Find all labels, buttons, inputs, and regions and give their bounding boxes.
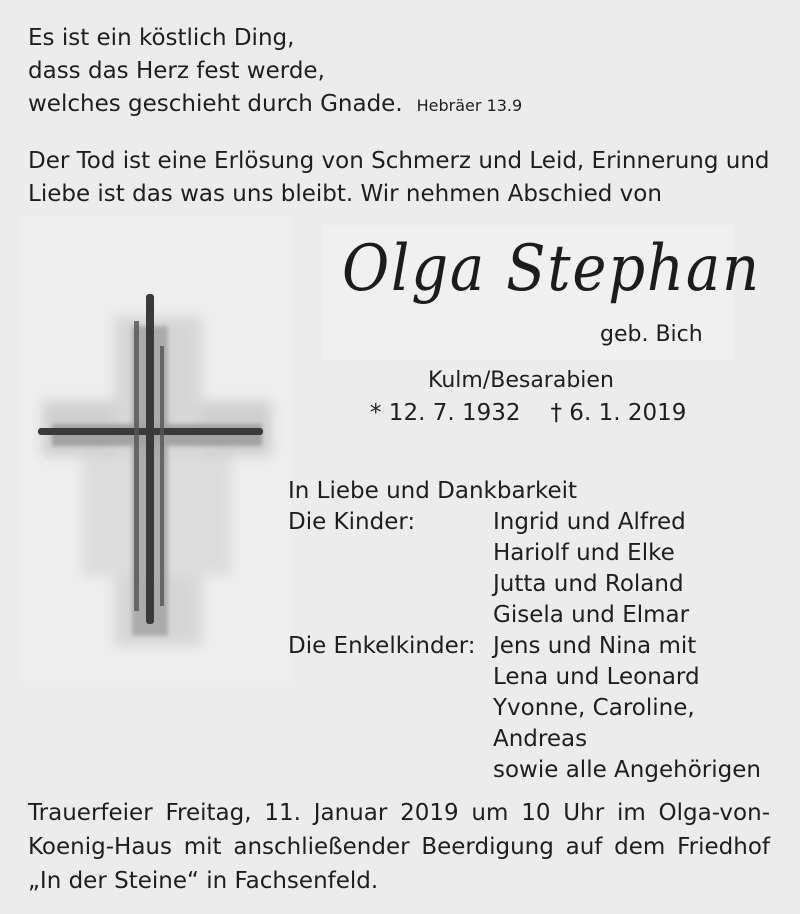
intro-text: Der Tod ist eine Erlösung von Schmerz und Leid, Erinnerung und Liebe ist das was uns bleibt. Wir nehmen Abschied von: [28, 148, 770, 207]
list-item: Hariolf und Elke: [493, 540, 675, 566]
verse-line: Es ist ein köstlich Ding,: [28, 25, 295, 51]
bible-verse: [28, 22, 522, 122]
birth-name: geb. Bich: [600, 322, 703, 347]
grandchildren-label: Die Enkelkinder:: [288, 633, 476, 659]
service-line: „In der Steine“ in Fachsenfeld.: [28, 868, 379, 894]
children-label: Die Kinder:: [288, 509, 416, 535]
life-dates: [370, 400, 686, 426]
grandchildren-list: [493, 631, 761, 786]
verse-line-text: welches geschieht durch Gnade.: [28, 91, 403, 117]
birth-date: * 12. 7. 1932: [370, 400, 521, 426]
list-item: Jutta und Roland: [493, 571, 684, 597]
children-row: [288, 507, 761, 631]
list-item: Andreas: [493, 726, 588, 752]
verse-reference: Hebräer 13.9: [416, 96, 523, 115]
list-item: Lena und Leonard: [493, 664, 700, 690]
service-line: Trauerfeier Freitag, 11. Januar 2019 um 10 Uhr im Olga-von-: [28, 800, 770, 826]
origin: Kulm/Besarabien: [428, 368, 614, 393]
mourners-intro: In Liebe und Dankbarkeit: [288, 478, 578, 504]
list-item: sowie alle Angehörigen: [493, 757, 761, 783]
mourners: [288, 476, 761, 786]
death-date: † 6. 1. 2019: [550, 400, 687, 426]
children-list: [493, 507, 689, 631]
grandchildren-row: [288, 631, 761, 786]
list-item: Jens und Nina mit: [493, 633, 697, 659]
verse-line: [28, 88, 522, 122]
painted-cross-icon: [22, 216, 292, 681]
verse-line: dass das Herz fest werde,: [28, 58, 325, 84]
list-item: Yvonne, Caroline,: [493, 695, 695, 721]
funeral-service-info: [28, 796, 770, 898]
list-item: Gisela und Elmar: [493, 602, 690, 628]
service-line: Koenig-Haus mit anschließender Beerdigung auf dem Friedhof: [28, 834, 770, 860]
deceased-name: Olga Stephan: [342, 232, 761, 306]
list-item: Ingrid und Alfred: [493, 509, 686, 535]
